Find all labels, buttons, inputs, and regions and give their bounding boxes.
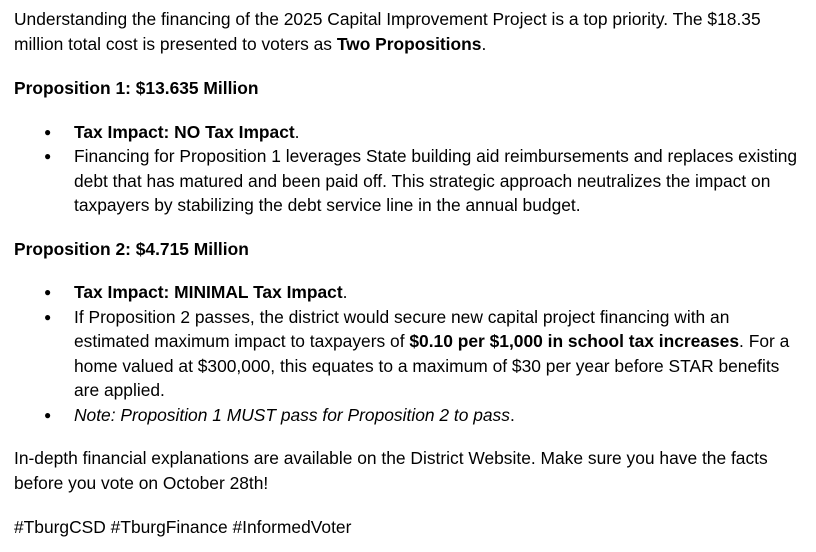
list-item (14, 120, 804, 145)
tax-impact-label: Tax Impact: NO Tax Impact (74, 121, 295, 142)
list-item (14, 403, 804, 428)
financing-text: Financing for Proposition 1 leverages State building aid reimbursements and replaces existing debt that has matured and been paid off. This strategic approach neutralizes the impact on taxpayers by stabilizing the debt service line in the annual budget. (74, 146, 798, 215)
list-item (14, 305, 804, 403)
proposition-2-heading: Proposition 2: $4.715 Million (14, 238, 249, 259)
punctuation: . (294, 121, 300, 142)
punctuation: . (342, 282, 348, 302)
bullet-icon: ● (44, 407, 52, 422)
bullet-icon: ● (44, 309, 52, 324)
punctuation: . (509, 404, 515, 425)
tax-increase-emphasis: $0.10 per $1,000 in school tax increases (409, 331, 740, 351)
bullet-icon: ● (44, 124, 52, 139)
financing-text: If Proposition 2 passes, the district would secure new capital project financing with an estimated maximum impact to taxpayers of (74, 306, 730, 351)
proposition-1-list (14, 120, 804, 218)
tax-impact-label: Tax Impact: MINIMAL Tax Impact (74, 282, 343, 302)
financing-text-end: . For a home valued at $300,000, this equates to a maximum of $30 per year before STAR benefits are applied. (74, 331, 790, 400)
intro-emphasis: Two Propositions (336, 33, 482, 54)
hashtags: #TburgCSD #TburgFinance #InformedVoter (14, 517, 352, 537)
bullet-icon: ● (44, 149, 52, 163)
list-item (14, 280, 804, 305)
intro-text: Understanding the financing of the 2025 Capital Improvement Project is a top priority. The $18.35 million total cost is presented to voters as (14, 9, 761, 54)
intro-end: . (481, 33, 487, 54)
proposition-2-list (14, 280, 804, 427)
bullet-icon: ● (44, 285, 52, 299)
closing-paragraph: In-depth financial explanations are available on the District Website. Make sure you have the facts before you vote on October 28th! (14, 448, 768, 493)
note-text: Note: Proposition 1 MUST pass for Proposition 2 to pass (74, 404, 510, 425)
proposition-1-heading: Proposition 1: $13.635 Million (14, 78, 259, 98)
list-item (14, 144, 804, 218)
intro-paragraph (14, 7, 804, 56)
